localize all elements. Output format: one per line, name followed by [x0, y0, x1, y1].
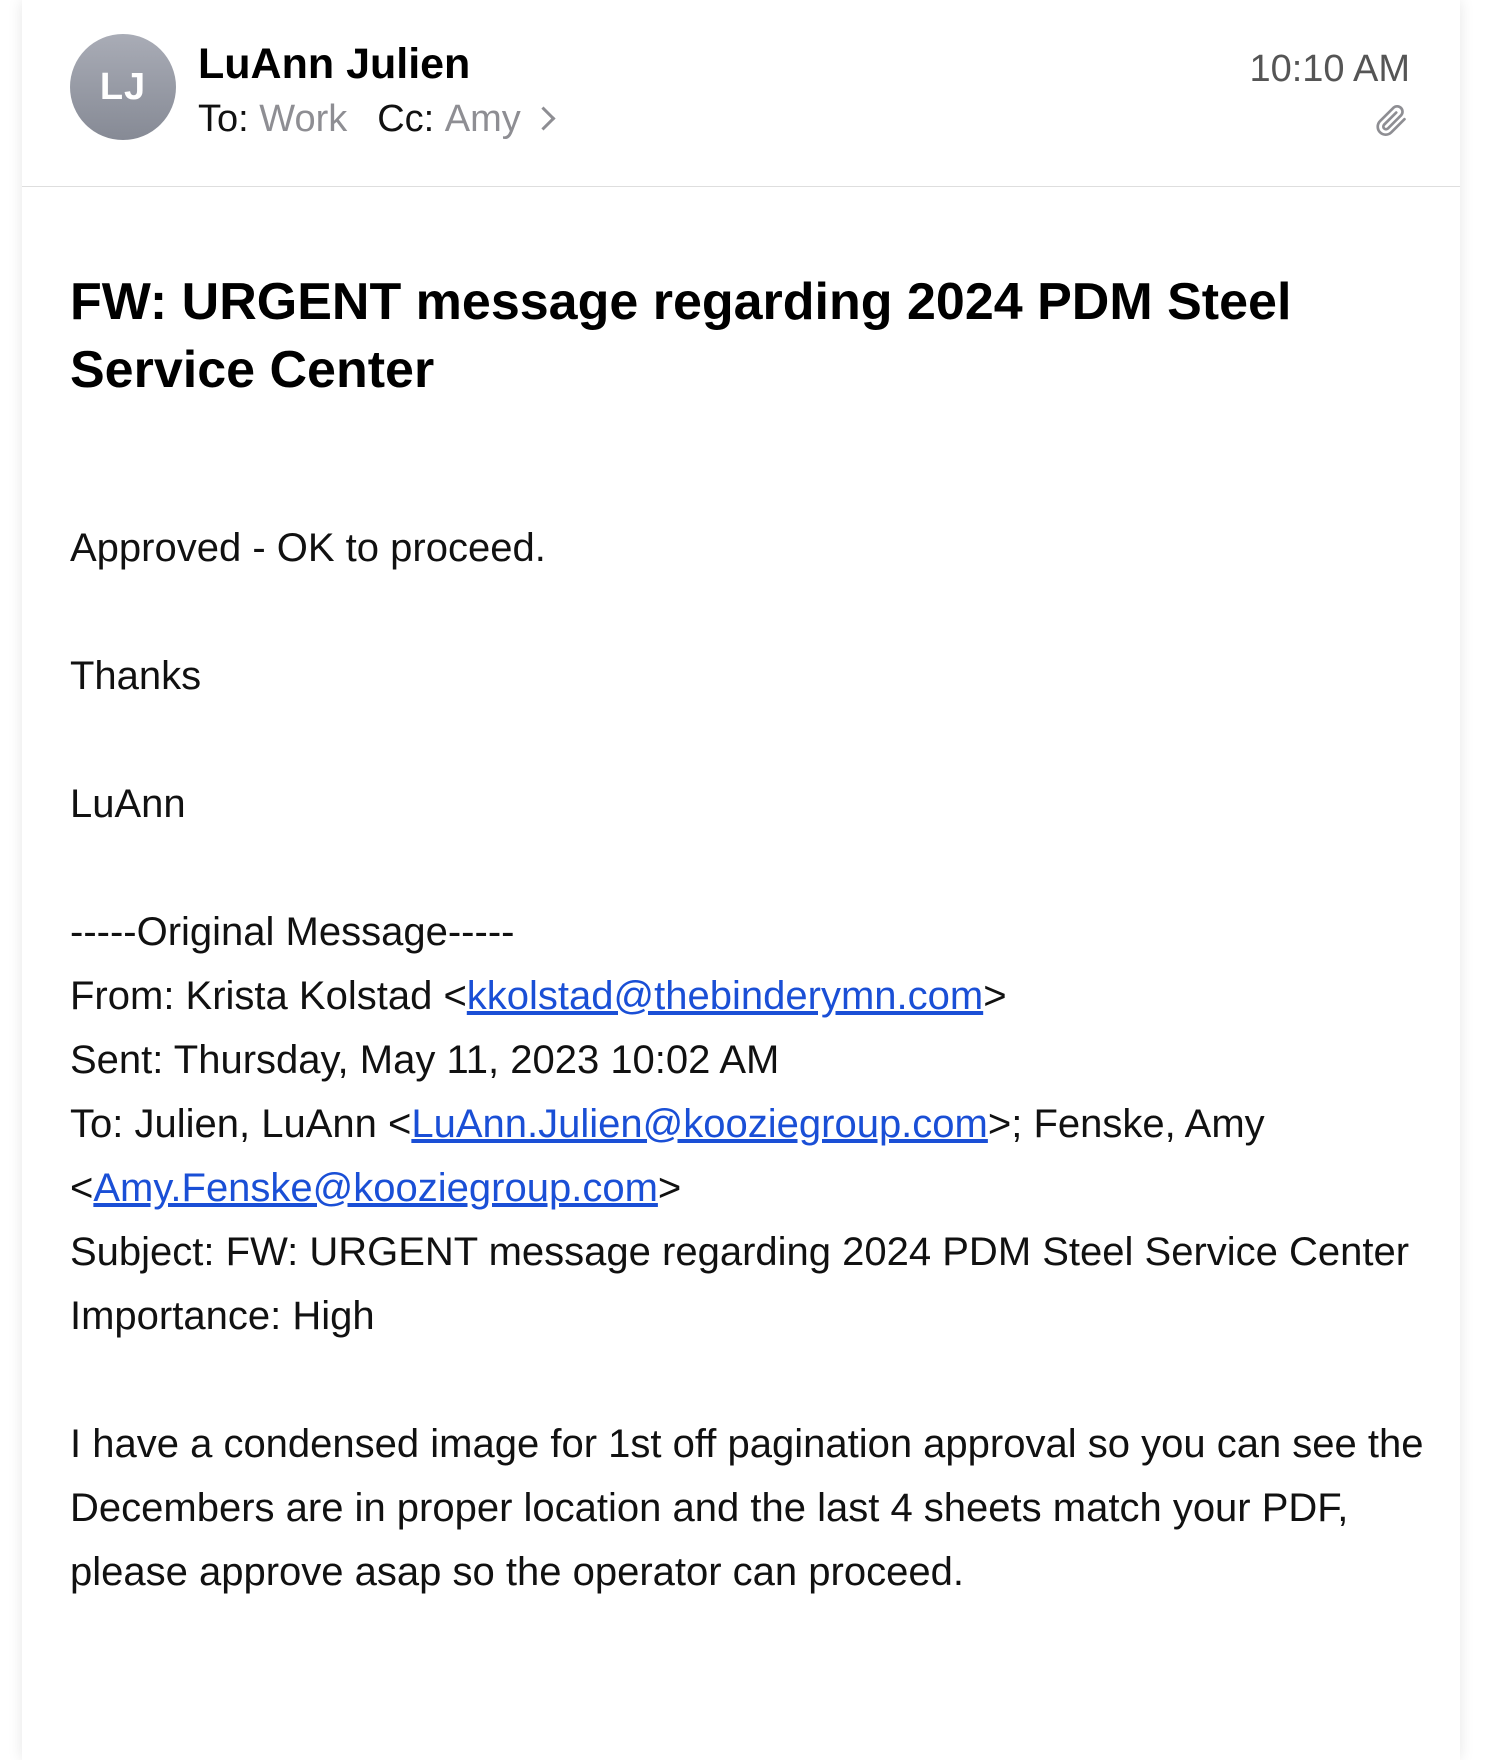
to-value: Work — [259, 98, 348, 140]
avatar[interactable] — [70, 34, 176, 140]
importance-line: Importance: High — [70, 1294, 375, 1338]
email-body — [70, 516, 1430, 1604]
email-link-luann[interactable]: LuAnn.Julien@kooziegroup.com — [411, 1102, 988, 1146]
body-line: Thanks — [70, 654, 202, 698]
recipients-row[interactable] — [198, 98, 552, 141]
paperclip-icon[interactable] — [1372, 100, 1410, 140]
email-link-amy[interactable]: Amy.Fenske@kooziegroup.com — [93, 1166, 658, 1210]
original-message-header: -----Original Message----- — [70, 910, 515, 954]
sender-name[interactable]: LuAnn Julien — [198, 40, 471, 88]
to-label: To: — [198, 98, 249, 140]
message-time: 10:10 AM — [1249, 48, 1410, 90]
body-line: LuAnn — [70, 782, 186, 826]
cc-value: Amy — [444, 98, 521, 140]
email-subject: FW: URGENT message regarding 2024 PDM Steel Service Center — [70, 273, 1292, 399]
message-paragraph: I have a condensed image for 1st off pagination approval so you can see the Decembers are in proper location and the last 4 sheets match your PDF, please approve asap so the operator can proceed. — [70, 1422, 1424, 1594]
cc-label: Cc: — [377, 98, 435, 140]
chevron-right-icon[interactable] — [531, 106, 555, 130]
email-header — [22, 0, 1460, 187]
subject-line: Subject: FW: URGENT message regarding 2024 PDM Steel Service Center — [70, 1230, 1410, 1274]
email-link-from[interactable]: kkolstad@thebinderymn.com — [466, 974, 984, 1018]
from-line: From: Krista Kolstad <kkolstad@thebinderymn.com> — [70, 974, 1007, 1018]
body-line: Approved - OK to proceed. — [70, 526, 546, 570]
to-line: To: Julien, LuAnn <LuAnn.Julien@kooziegroup.com>; Fenske, Amy <Amy.Fenske@kooziegroup.com> — [70, 1102, 1265, 1210]
avatar-initials: LJ — [99, 65, 147, 108]
email-card — [22, 0, 1460, 1760]
sent-line: Sent: Thursday, May 11, 2023 10:02 AM — [70, 1038, 780, 1082]
